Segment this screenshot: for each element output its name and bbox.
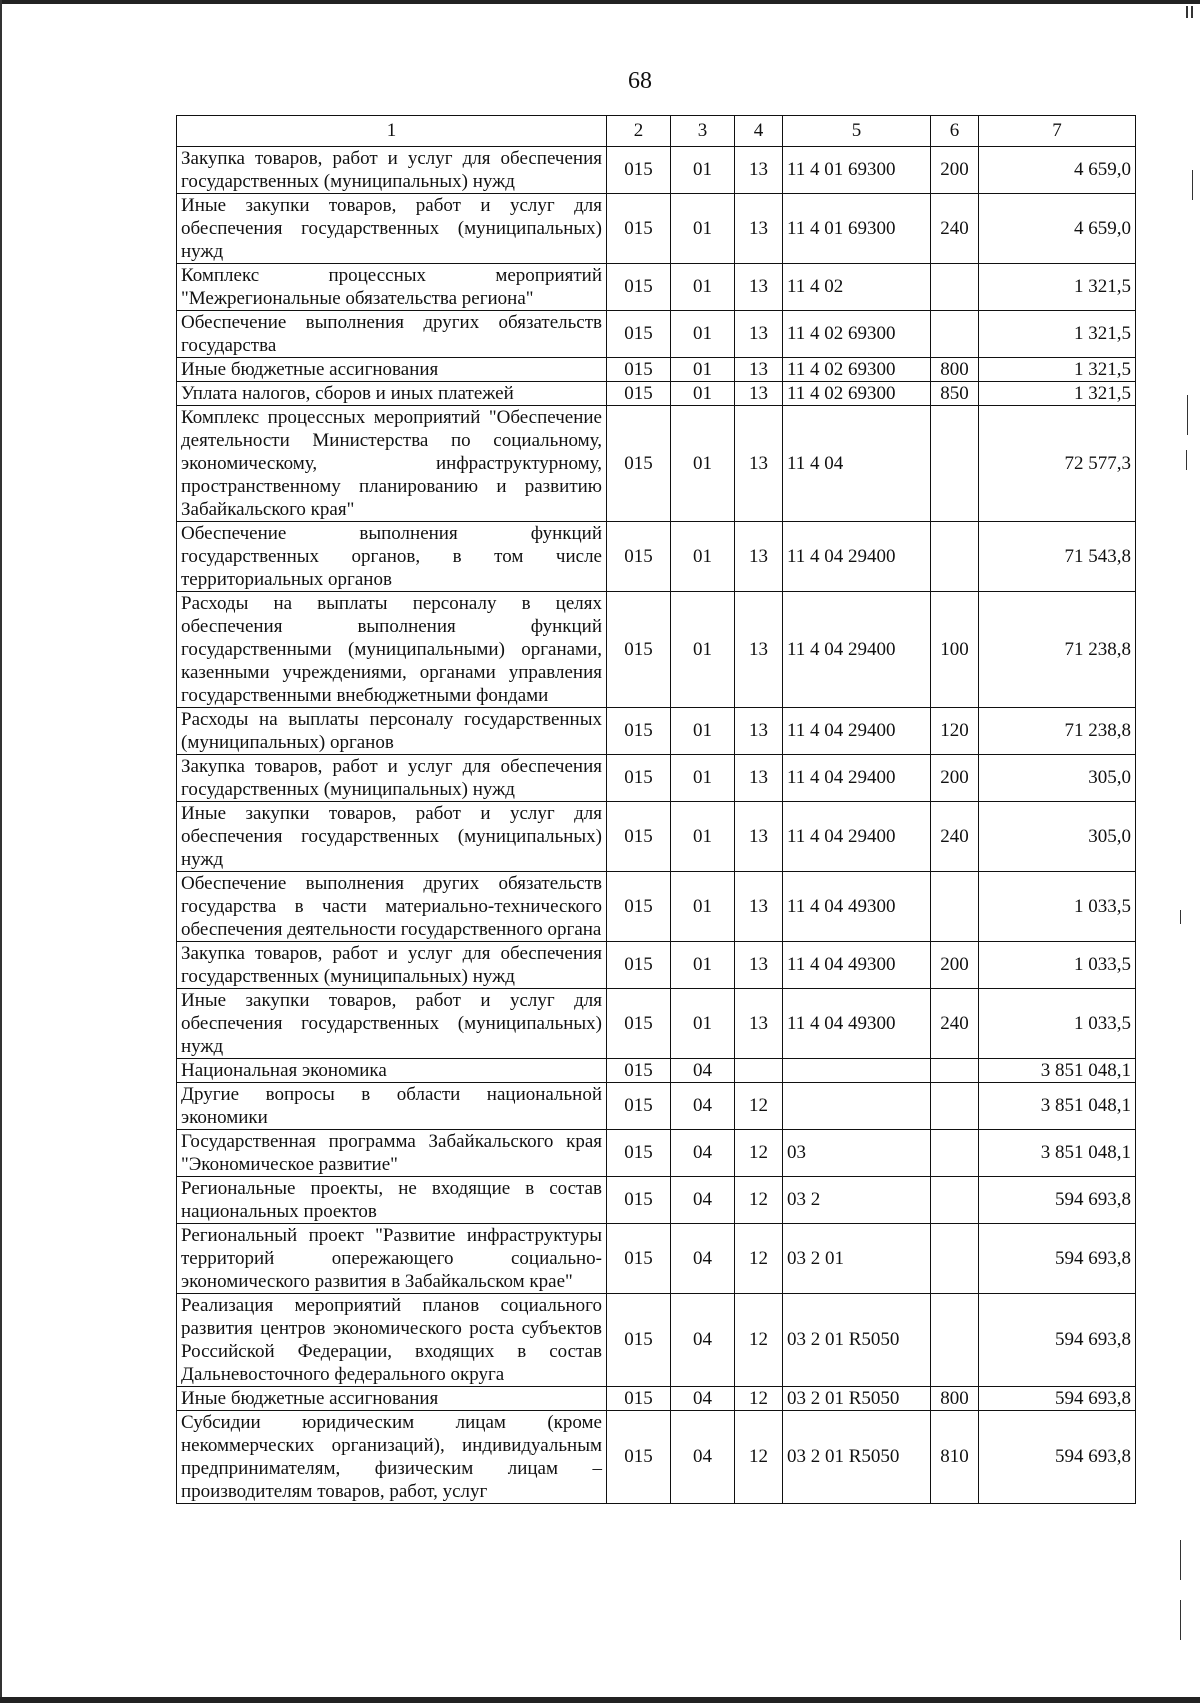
cell-amount: 594 693,8 xyxy=(979,1411,1136,1504)
cell-admin-code: 015 xyxy=(607,1411,671,1504)
cell-section: 01 xyxy=(671,382,735,406)
cell-subsection: 13 xyxy=(735,264,783,311)
row-description: Расходы на выплаты персоналу государственных (муниципальных) органов xyxy=(177,708,607,755)
cell-amount: 3 851 048,1 xyxy=(979,1130,1136,1177)
cell-target-article: 11 4 04 29400 xyxy=(783,708,931,755)
cell-target-article: 03 2 01 R5050 xyxy=(783,1387,931,1411)
row-description: Реализация мероприятий планов социального развития центров экономического роста субъектов Российской Федерации, входящих в состав Дальневосточного федерального округа xyxy=(177,1294,607,1387)
cell-subsection: 13 xyxy=(735,358,783,382)
cell-subsection: 13 xyxy=(735,406,783,522)
cell-target-article: 03 2 01 xyxy=(783,1224,931,1294)
cell-target-article xyxy=(783,1059,931,1083)
cell-expense-type xyxy=(931,406,979,522)
cell-admin-code: 015 xyxy=(607,708,671,755)
column-header: 7 xyxy=(979,116,1136,147)
scan-mark xyxy=(1180,910,1181,924)
scan-mark xyxy=(1191,6,1193,18)
cell-target-article: 11 4 04 49300 xyxy=(783,989,931,1059)
cell-target-article: 11 4 04 29400 xyxy=(783,592,931,708)
cell-target-article: 03 2 01 R5050 xyxy=(783,1294,931,1387)
row-description: Иные закупки товаров, работ и услуг для обеспечения государственных (муниципальных) нужд xyxy=(177,802,607,872)
cell-admin-code: 015 xyxy=(607,382,671,406)
row-description: Обеспечение выполнения других обязательств государства в части материально-технического обеспечения деятельности государственного органа xyxy=(177,872,607,942)
cell-target-article xyxy=(783,1083,931,1130)
row-description: Комплекс процессных мероприятий "Межрегиональные обязательства региона" xyxy=(177,264,607,311)
cell-admin-code: 015 xyxy=(607,264,671,311)
cell-amount: 594 693,8 xyxy=(979,1387,1136,1411)
cell-subsection: 13 xyxy=(735,802,783,872)
cell-amount: 72 577,3 xyxy=(979,406,1136,522)
cell-admin-code: 015 xyxy=(607,1294,671,1387)
cell-expense-type xyxy=(931,311,979,358)
cell-admin-code: 015 xyxy=(607,592,671,708)
cell-expense-type: 850 xyxy=(931,382,979,406)
cell-target-article: 03 2 xyxy=(783,1177,931,1224)
cell-subsection: 13 xyxy=(735,147,783,194)
scan-border-left xyxy=(0,0,2,1703)
page-number: 68 xyxy=(628,68,652,94)
cell-admin-code: 015 xyxy=(607,942,671,989)
cell-admin-code: 015 xyxy=(607,802,671,872)
cell-section: 01 xyxy=(671,872,735,942)
table-row xyxy=(177,194,1136,264)
row-description: Иные закупки товаров, работ и услуг для обеспечения государственных (муниципальных) нужд xyxy=(177,194,607,264)
table-row xyxy=(177,264,1136,311)
table-row xyxy=(177,1411,1136,1504)
cell-section: 01 xyxy=(671,264,735,311)
scan-mark xyxy=(1180,1600,1181,1640)
cell-subsection: 13 xyxy=(735,311,783,358)
cell-section: 01 xyxy=(671,522,735,592)
cell-amount: 594 693,8 xyxy=(979,1177,1136,1224)
cell-section: 01 xyxy=(671,942,735,989)
row-description: Государственная программа Забайкальского края "Экономическое развитие" xyxy=(177,1130,607,1177)
cell-target-article: 11 4 01 69300 xyxy=(783,147,931,194)
cell-section: 04 xyxy=(671,1294,735,1387)
cell-expense-type xyxy=(931,1130,979,1177)
cell-admin-code: 015 xyxy=(607,194,671,264)
table-row xyxy=(177,872,1136,942)
cell-section: 01 xyxy=(671,311,735,358)
cell-admin-code: 015 xyxy=(607,358,671,382)
table-row xyxy=(177,311,1136,358)
table-row xyxy=(177,708,1136,755)
table-row xyxy=(177,942,1136,989)
cell-target-article: 03 2 01 R5050 xyxy=(783,1411,931,1504)
cell-subsection: 12 xyxy=(735,1177,783,1224)
cell-target-article: 11 4 04 29400 xyxy=(783,755,931,802)
row-description: Региональные проекты, не входящие в состав национальных проектов xyxy=(177,1177,607,1224)
table-body xyxy=(177,147,1136,1504)
table-row xyxy=(177,1059,1136,1083)
cell-amount: 1 033,5 xyxy=(979,942,1136,989)
scan-mark xyxy=(1180,1540,1181,1580)
cell-expense-type: 810 xyxy=(931,1411,979,1504)
cell-admin-code: 015 xyxy=(607,1177,671,1224)
cell-subsection: 13 xyxy=(735,872,783,942)
cell-admin-code: 015 xyxy=(607,989,671,1059)
cell-section: 01 xyxy=(671,358,735,382)
cell-amount: 1 033,5 xyxy=(979,872,1136,942)
cell-amount: 594 693,8 xyxy=(979,1224,1136,1294)
table-row xyxy=(177,522,1136,592)
cell-amount: 1 033,5 xyxy=(979,989,1136,1059)
cell-subsection: 12 xyxy=(735,1224,783,1294)
cell-expense-type: 100 xyxy=(931,592,979,708)
cell-target-article: 11 4 02 69300 xyxy=(783,358,931,382)
table-row xyxy=(177,989,1136,1059)
column-header: 2 xyxy=(607,116,671,147)
cell-subsection: 12 xyxy=(735,1294,783,1387)
table-row xyxy=(177,382,1136,406)
scan-mark xyxy=(1186,450,1187,470)
table-row xyxy=(177,755,1136,802)
cell-target-article: 11 4 04 29400 xyxy=(783,802,931,872)
cell-subsection: 12 xyxy=(735,1387,783,1411)
row-description: Субсидии юридическим лицам (кроме некоммерческих организаций), индивидуальным предпринимателям, физическим лицам – производителям товаров, работ, услуг xyxy=(177,1411,607,1504)
cell-expense-type xyxy=(931,1294,979,1387)
cell-section: 04 xyxy=(671,1059,735,1083)
column-header: 1 xyxy=(177,116,607,147)
cell-section: 04 xyxy=(671,1387,735,1411)
scan-mark xyxy=(1187,395,1188,435)
table-row xyxy=(177,802,1136,872)
row-description: Закупка товаров, работ и услуг для обеспечения государственных (муниципальных) нужд xyxy=(177,147,607,194)
cell-admin-code: 015 xyxy=(607,311,671,358)
cell-expense-type xyxy=(931,264,979,311)
cell-target-article: 11 4 02 69300 xyxy=(783,311,931,358)
cell-expense-type: 200 xyxy=(931,942,979,989)
cell-amount: 3 851 048,1 xyxy=(979,1059,1136,1083)
cell-amount: 71 238,8 xyxy=(979,592,1136,708)
cell-expense-type xyxy=(931,522,979,592)
table-row xyxy=(177,1177,1136,1224)
cell-expense-type xyxy=(931,1177,979,1224)
row-description: Уплата налогов, сборов и иных платежей xyxy=(177,382,607,406)
cell-expense-type: 200 xyxy=(931,755,979,802)
table-header-row xyxy=(177,116,1136,147)
cell-amount: 1 321,5 xyxy=(979,382,1136,406)
cell-section: 04 xyxy=(671,1083,735,1130)
cell-admin-code: 015 xyxy=(607,522,671,592)
column-header: 4 xyxy=(735,116,783,147)
cell-section: 04 xyxy=(671,1224,735,1294)
cell-admin-code: 015 xyxy=(607,1130,671,1177)
cell-amount: 71 543,8 xyxy=(979,522,1136,592)
table-row xyxy=(177,147,1136,194)
cell-subsection: 12 xyxy=(735,1411,783,1504)
cell-target-article: 11 4 04 xyxy=(783,406,931,522)
cell-amount: 3 851 048,1 xyxy=(979,1083,1136,1130)
table-row xyxy=(177,592,1136,708)
cell-subsection: 13 xyxy=(735,755,783,802)
cell-subsection: 13 xyxy=(735,522,783,592)
cell-expense-type: 120 xyxy=(931,708,979,755)
row-description: Иные бюджетные ассигнования xyxy=(177,358,607,382)
cell-target-article: 11 4 04 49300 xyxy=(783,942,931,989)
cell-target-article: 11 4 04 49300 xyxy=(783,872,931,942)
row-description: Закупка товаров, работ и услуг для обеспечения государственных (муниципальных) нужд xyxy=(177,755,607,802)
cell-amount: 4 659,0 xyxy=(979,194,1136,264)
cell-subsection: 12 xyxy=(735,1130,783,1177)
cell-expense-type xyxy=(931,1083,979,1130)
table-row xyxy=(177,1224,1136,1294)
cell-section: 04 xyxy=(671,1177,735,1224)
cell-amount: 1 321,5 xyxy=(979,264,1136,311)
cell-section: 01 xyxy=(671,802,735,872)
cell-subsection: 13 xyxy=(735,194,783,264)
table-row xyxy=(177,1294,1136,1387)
row-description: Национальная экономика xyxy=(177,1059,607,1083)
cell-admin-code: 015 xyxy=(607,1387,671,1411)
cell-expense-type xyxy=(931,872,979,942)
table-row xyxy=(177,1130,1136,1177)
cell-subsection: 12 xyxy=(735,1083,783,1130)
cell-expense-type: 200 xyxy=(931,147,979,194)
row-description: Иные закупки товаров, работ и услуг для обеспечения государственных (муниципальных) нужд xyxy=(177,989,607,1059)
cell-section: 04 xyxy=(671,1130,735,1177)
cell-expense-type: 800 xyxy=(931,1387,979,1411)
cell-admin-code: 015 xyxy=(607,1224,671,1294)
cell-admin-code: 015 xyxy=(607,755,671,802)
cell-expense-type: 240 xyxy=(931,989,979,1059)
cell-admin-code: 015 xyxy=(607,406,671,522)
cell-target-article: 11 4 02 69300 xyxy=(783,382,931,406)
table-row xyxy=(177,1083,1136,1130)
cell-expense-type xyxy=(931,1059,979,1083)
scan-border-top xyxy=(0,0,1200,4)
cell-subsection: 13 xyxy=(735,592,783,708)
cell-admin-code: 015 xyxy=(607,147,671,194)
scan-mark xyxy=(1186,6,1188,18)
cell-amount: 305,0 xyxy=(979,802,1136,872)
cell-section: 01 xyxy=(671,755,735,802)
cell-expense-type xyxy=(931,1224,979,1294)
cell-section: 01 xyxy=(671,147,735,194)
column-header: 5 xyxy=(783,116,931,147)
cell-section: 01 xyxy=(671,989,735,1059)
row-description: Обеспечение выполнения функций государственных органов, в том числе территориальных органов xyxy=(177,522,607,592)
cell-section: 01 xyxy=(671,592,735,708)
cell-section: 01 xyxy=(671,708,735,755)
cell-subsection: 13 xyxy=(735,708,783,755)
row-description: Закупка товаров, работ и услуг для обеспечения государственных (муниципальных) нужд xyxy=(177,942,607,989)
column-header: 3 xyxy=(671,116,735,147)
table-row xyxy=(177,406,1136,522)
cell-expense-type: 240 xyxy=(931,194,979,264)
cell-amount: 4 659,0 xyxy=(979,147,1136,194)
row-description: Комплекс процессных мероприятий "Обеспечение деятельности Министерства по социальному, экономическому, инфраструктурному, пространственному планированию и развитию Забайкальского края" xyxy=(177,406,607,522)
row-description: Расходы на выплаты персоналу в целях обеспечения выполнения функций государственными (муниципальными) органами, казенными учреждениями, органами управления государственными внебюджетными фондами xyxy=(177,592,607,708)
scan-border-bottom xyxy=(0,1697,1200,1703)
cell-target-article: 11 4 04 29400 xyxy=(783,522,931,592)
budget-table xyxy=(176,115,1136,1504)
cell-section: 01 xyxy=(671,406,735,522)
cell-subsection: 13 xyxy=(735,382,783,406)
cell-subsection: 13 xyxy=(735,942,783,989)
cell-target-article: 11 4 02 xyxy=(783,264,931,311)
cell-admin-code: 015 xyxy=(607,1059,671,1083)
table-row xyxy=(177,358,1136,382)
row-description: Региональный проект "Развитие инфраструктуры территорий опережающего социально-экономического развития в Забайкальском крае" xyxy=(177,1224,607,1294)
cell-admin-code: 015 xyxy=(607,872,671,942)
cell-target-article: 03 xyxy=(783,1130,931,1177)
cell-admin-code: 015 xyxy=(607,1083,671,1130)
cell-section: 01 xyxy=(671,194,735,264)
table-row xyxy=(177,1387,1136,1411)
scan-mark xyxy=(1192,170,1193,200)
cell-amount: 71 238,8 xyxy=(979,708,1136,755)
cell-subsection: 13 xyxy=(735,989,783,1059)
cell-amount: 1 321,5 xyxy=(979,358,1136,382)
cell-amount: 1 321,5 xyxy=(979,311,1136,358)
cell-amount: 594 693,8 xyxy=(979,1294,1136,1387)
column-header: 6 xyxy=(931,116,979,147)
row-description: Иные бюджетные ассигнования xyxy=(177,1387,607,1411)
cell-amount: 305,0 xyxy=(979,755,1136,802)
cell-target-article: 11 4 01 69300 xyxy=(783,194,931,264)
row-description: Обеспечение выполнения других обязательств государства xyxy=(177,311,607,358)
cell-section: 04 xyxy=(671,1411,735,1504)
cell-expense-type: 240 xyxy=(931,802,979,872)
row-description: Другие вопросы в области национальной экономики xyxy=(177,1083,607,1130)
cell-expense-type: 800 xyxy=(931,358,979,382)
cell-subsection xyxy=(735,1059,783,1083)
